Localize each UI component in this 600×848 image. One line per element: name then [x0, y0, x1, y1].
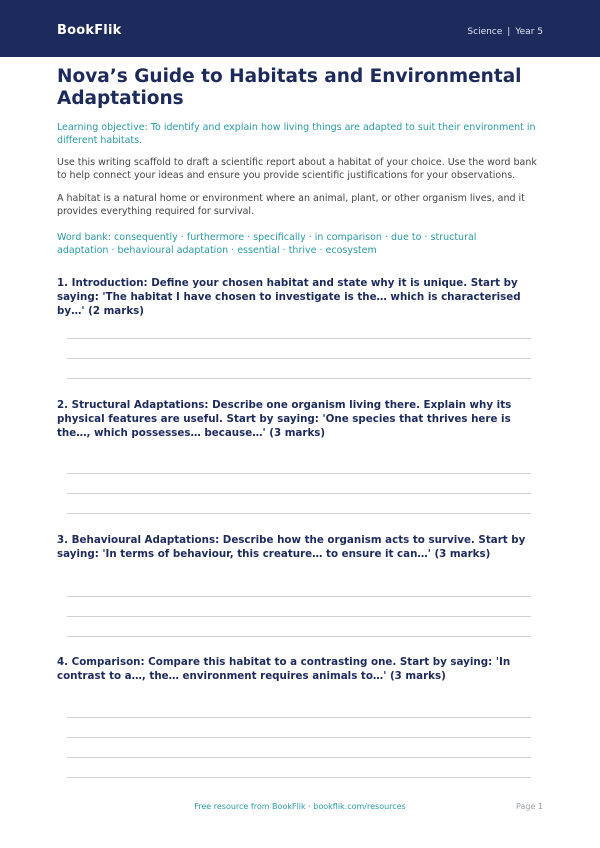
answer-line[interactable]	[67, 636, 531, 637]
answer-line[interactable]	[67, 378, 531, 379]
answer-line[interactable]	[67, 493, 531, 494]
page-number: Page 1	[516, 802, 543, 811]
page-header	[0, 0, 600, 57]
answer-line[interactable]	[67, 717, 531, 718]
question-1: 1. Introduction: Define your chosen habitat and state why it is unique. Start by saying: 'The habitat I have chosen to investigate is the… which is characterised by…' (2 marks)	[57, 277, 521, 317]
answer-line[interactable]	[67, 777, 531, 778]
footer-resource-text: Free resource from BookFlik · bookflik.com/resources	[194, 802, 406, 811]
question-2: 2. Structural Adaptations: Describe one organism living there. Explain why its physical features are useful. Start by saying: 'One species that thrives here is the…, which possesses… because…' (3 marks)	[57, 399, 512, 439]
answer-line[interactable]	[67, 513, 531, 514]
question-3: 3. Behavioural Adaptations: Describe how the organism acts to survive. Start by saying: 'In terms of behaviour, this creature… to ensure it can…' (3 marks)	[57, 534, 526, 560]
question-4: 4. Comparison: Compare this habitat to a contrasting one. Start by saying: 'In contrast to a…, the… environment requires animals to…' (3 marks)	[57, 656, 511, 682]
answer-line[interactable]	[67, 358, 531, 359]
page-title: Nova’s Guide to Habitats and Environmental Adaptations	[57, 66, 522, 109]
answer-line[interactable]	[67, 757, 531, 758]
learning-objective: Learning objective: To identify and explain how living things are adapted to suit their environment in different habitats.	[57, 122, 536, 146]
word-bank: Word bank: consequently · furthermore · specifically · in comparison · due to · structural adaptation · behavioural adaptation · essential · thrive · ecosystem	[57, 232, 477, 256]
habitat-definition-paragraph: A habitat is a natural home or environment where an animal, plant, or other organism lives, and it provides everything required for survival.	[57, 193, 525, 217]
year-label: Year 5	[515, 27, 543, 37]
answer-line[interactable]	[67, 473, 531, 474]
answer-line[interactable]	[67, 596, 531, 597]
answer-line[interactable]	[67, 616, 531, 617]
subject-label: Science	[467, 27, 503, 37]
instructions-paragraph: Use this writing scaffold to draft a scientific report about a habitat of your choice. Use the word bank to help connect your ideas and ensure you provide scientific justifications for your observations.	[57, 157, 537, 181]
brand-logo: BookFlik	[57, 23, 122, 38]
answer-line[interactable]	[67, 737, 531, 738]
answer-line[interactable]	[67, 338, 531, 339]
subject-year-label: Science | Year 5	[467, 27, 543, 37]
